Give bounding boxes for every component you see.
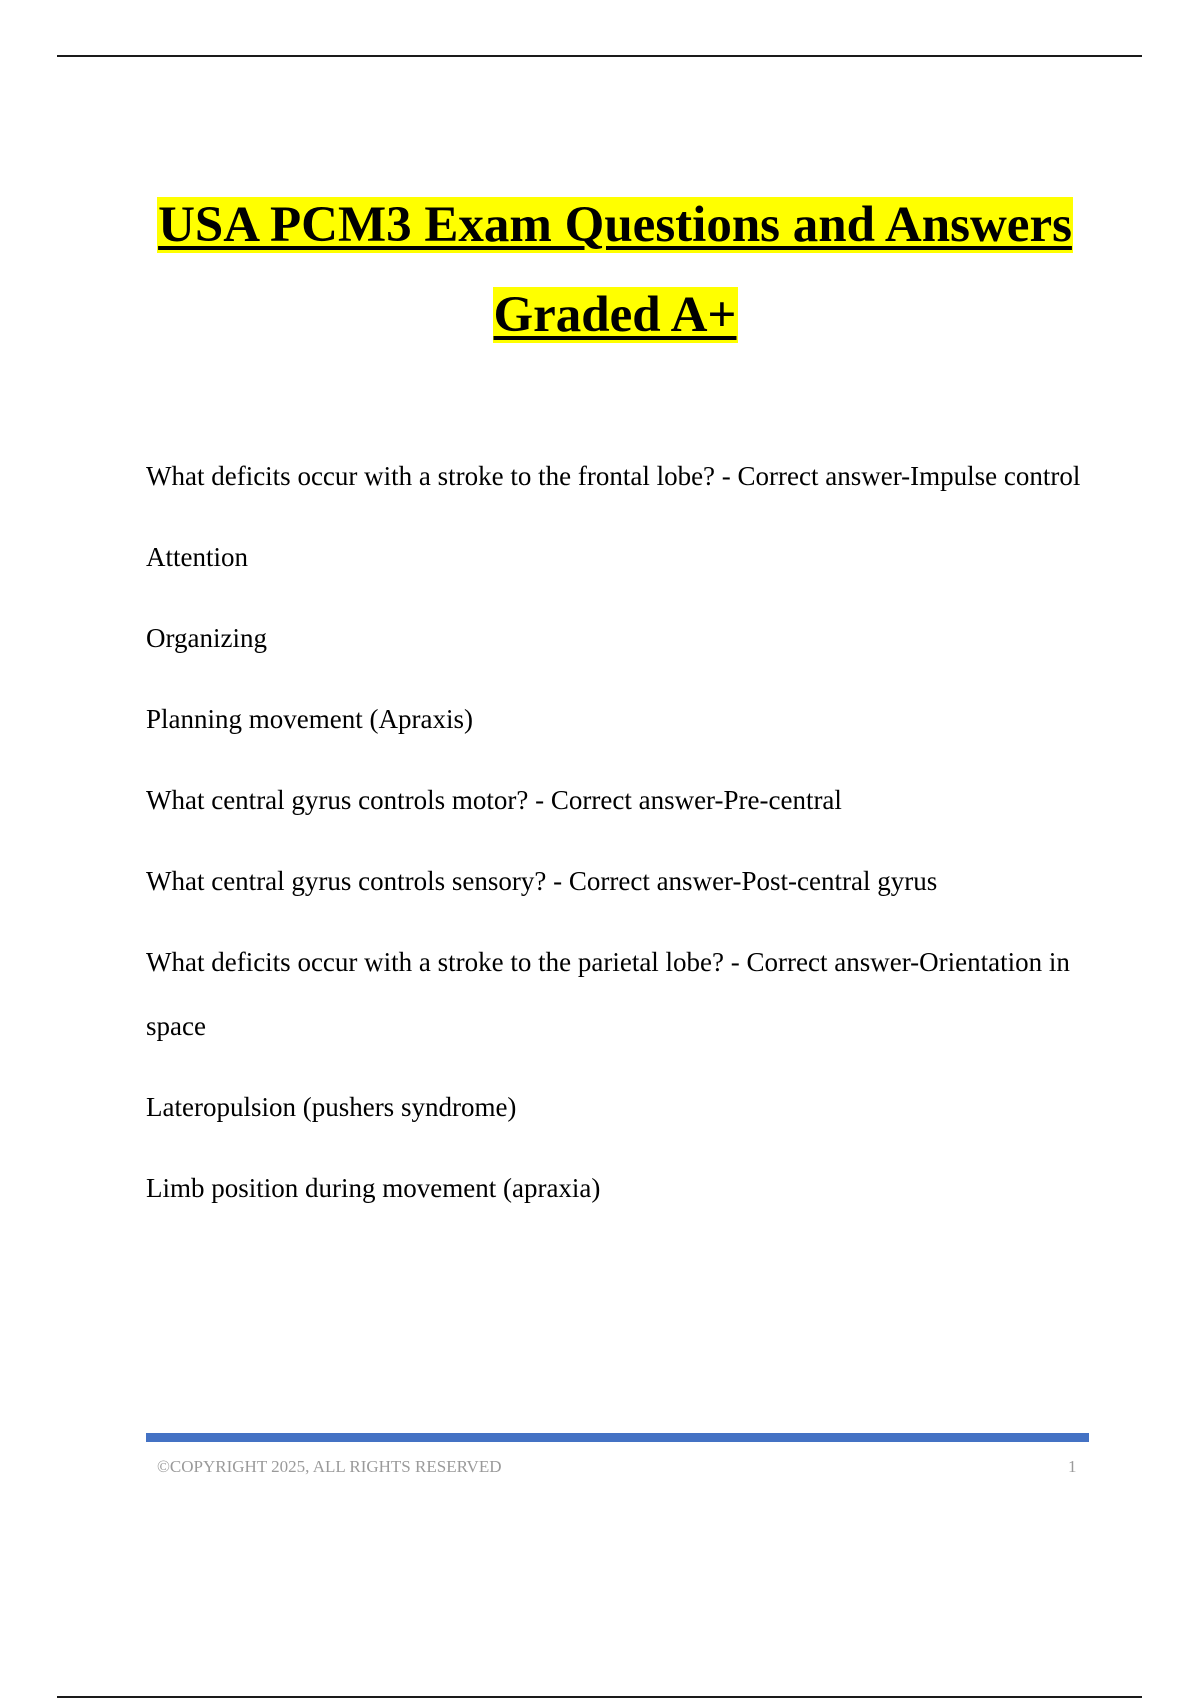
paragraph-sensory-gyrus-question: What central gyrus controls sensory? - Correct answer-Post-central gyrus (146, 866, 938, 896)
title-line-1-text: USA PCM3 Exam Questions and Answers (158, 197, 1072, 253)
document-body (146, 444, 1096, 1237)
paragraph-frontal-lobe-question: What deficits occur with a stroke to the frontal lobe? - Correct answer-Impulse control (146, 461, 1081, 491)
paragraph-planning-movement: Planning movement (Apraxis) (146, 704, 473, 734)
title-line-1 (140, 180, 1090, 270)
title-line-2 (140, 270, 1090, 360)
top-rule (57, 55, 1142, 57)
document-title (140, 180, 1090, 360)
footer-page-number: 1 (1068, 1457, 1077, 1476)
bottom-rule (57, 1696, 1142, 1698)
paragraph-motor-gyrus-question: What central gyrus controls motor? - Correct answer-Pre-central (146, 785, 842, 815)
paragraph-lateropulsion: Lateropulsion (pushers syndrome) (146, 1092, 517, 1122)
paragraph-limb-position: Limb position during movement (apraxia) (146, 1173, 601, 1203)
footer-copyright: ©COPYRIGHT 2025, ALL RIGHTS RESERVED (157, 1457, 502, 1476)
paragraph-attention: Attention (146, 542, 248, 572)
title-line-2-text: Graded A+ (493, 287, 737, 343)
footer-divider-bar (146, 1433, 1089, 1442)
paragraph-parietal-lobe-question: What deficits occur with a stroke to the parietal lobe? - Correct answer-Orientation in space (146, 947, 1070, 1041)
paragraph-organizing: Organizing (146, 623, 267, 653)
